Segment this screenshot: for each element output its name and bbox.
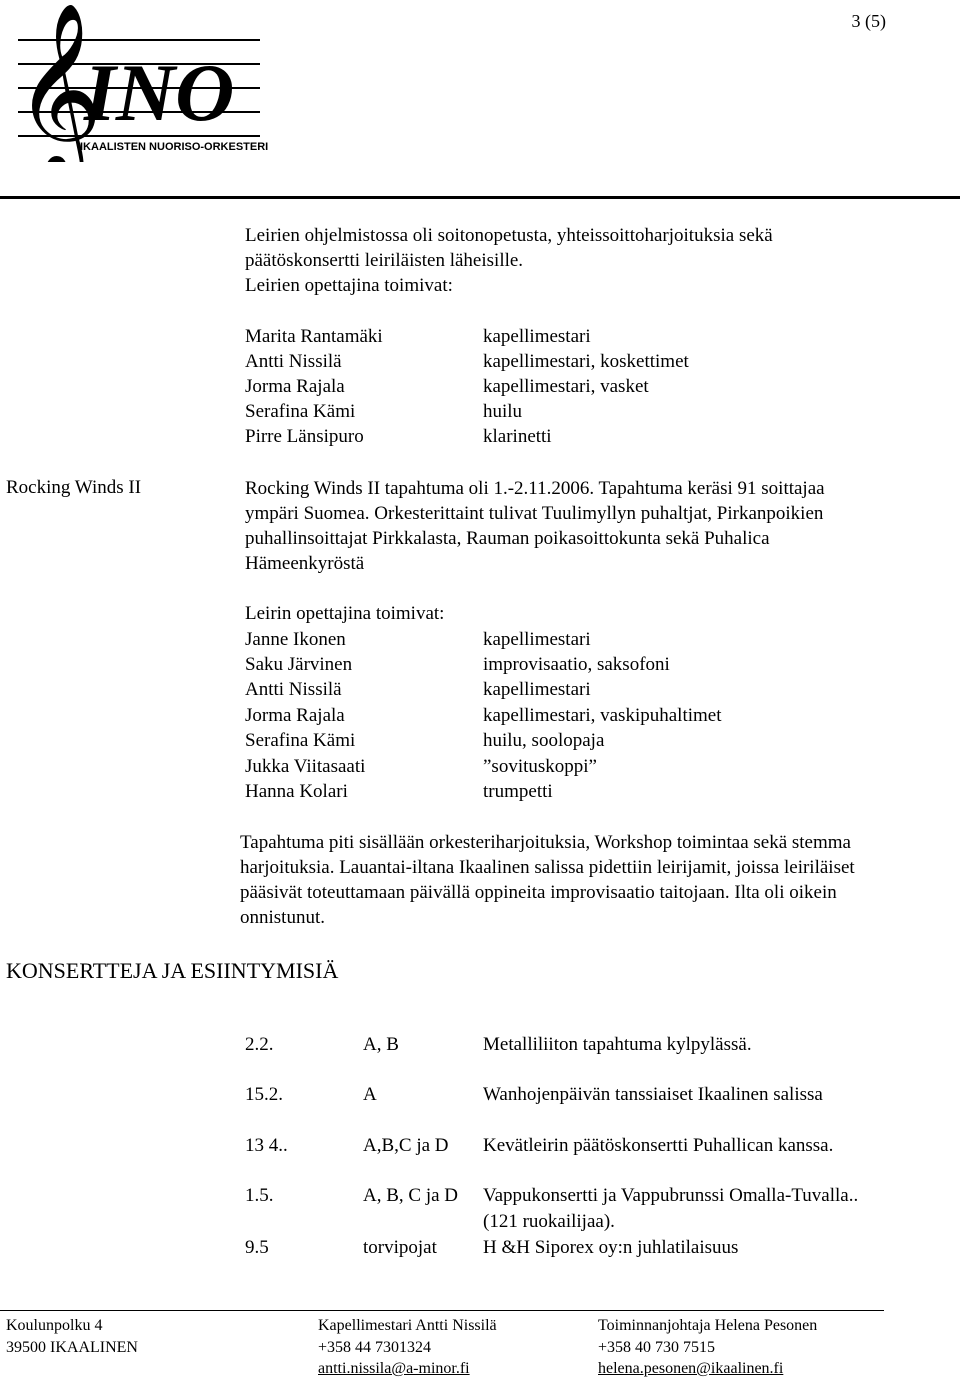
camp2-para-line: puhallinsoittajat Pirkkalasta, Rauman poikasoittokunta sekä Puhalica bbox=[245, 528, 770, 549]
footer-director-email-link[interactable]: helena.pesonen@ikaalinen.fi bbox=[598, 1360, 784, 1377]
concert-groups: A, B bbox=[363, 1034, 399, 1055]
concert-groups: A bbox=[363, 1084, 377, 1105]
teacher-role: kapellimestari, koskettimet bbox=[483, 351, 689, 372]
teacher-name: Pirre Länsipuro bbox=[245, 426, 364, 447]
treble-clef-staff-icon bbox=[8, 2, 270, 162]
teacher-role: kapellimestari bbox=[483, 326, 591, 347]
camp2-para-line: Rocking Winds II tapahtuma oli 1.-2.11.2006. Tapahtuma keräsi 91 soittajaa bbox=[245, 478, 825, 499]
footer-address-street: Koulunpolku 4 bbox=[6, 1317, 103, 1334]
teacher-name: Jorma Rajala bbox=[245, 376, 345, 397]
teacher-role: huilu, soolopaja bbox=[483, 730, 605, 751]
concert-date: 2.2. bbox=[245, 1034, 274, 1055]
teacher-role: trumpetti bbox=[483, 781, 553, 802]
concert-description-note: (121 ruokailijaa). bbox=[483, 1211, 615, 1232]
camp2-para-line: Hämeenkyröstä bbox=[245, 553, 365, 574]
concert-description: Kevätleirin päätöskonsertti Puhallican kanssa. bbox=[483, 1135, 834, 1156]
camp2-summary-line: Tapahtuma piti sisällään orkesteriharjoituksia, Workshop toimintaa sekä stemma bbox=[240, 832, 851, 853]
teacher-name: Serafina Kämi bbox=[245, 401, 356, 422]
footer-address-city: 39500 IKAALINEN bbox=[6, 1339, 138, 1356]
footer-contact-phone: +358 44 7301324 bbox=[318, 1339, 432, 1356]
camp1-para-line: Leirien ohjelmistossa oli soitonopetusta, yhteissoittoharjoituksia sekä bbox=[245, 225, 773, 246]
camp2-summary-line: onnistunut. bbox=[240, 907, 325, 928]
camp1-para-line: Leirien opettajina toimivat: bbox=[245, 275, 453, 296]
footer-divider bbox=[0, 1310, 884, 1311]
concert-groups: A,B,C ja D bbox=[363, 1135, 449, 1156]
footer-contact-email-link[interactable]: antti.nissila@a-minor.fi bbox=[318, 1360, 470, 1377]
teacher-name: Antti Nissilä bbox=[245, 679, 342, 700]
camp2-summary-line: pääsivät toteuttamaan päivällä oppineita improvisaatio taitojaan. Ilta oli oikein bbox=[240, 882, 837, 903]
header-divider bbox=[0, 196, 960, 199]
teacher-role: ”sovituskoppi” bbox=[483, 756, 597, 777]
concert-groups: A, B, C ja D bbox=[363, 1185, 458, 1206]
concert-date: 9.5 bbox=[245, 1237, 269, 1258]
concert-date: 13 4.. bbox=[245, 1135, 288, 1156]
teacher-name: Marita Rantamäki bbox=[245, 326, 383, 347]
teacher-role: kapellimestari bbox=[483, 629, 591, 650]
teacher-role: kapellimestari, vaskipuhaltimet bbox=[483, 705, 722, 726]
teacher-name: Hanna Kolari bbox=[245, 781, 348, 802]
teacher-role: klarinetti bbox=[483, 426, 552, 447]
concert-groups: torvipojat bbox=[363, 1237, 437, 1258]
concert-description: Wanhojenpäivän tanssiaiset Ikaalinen salissa bbox=[483, 1084, 823, 1105]
teacher-name: Janne Ikonen bbox=[245, 629, 346, 650]
teacher-name: Saku Järvinen bbox=[245, 654, 353, 675]
footer-contact-name: Kapellimestari Antti Nissilä bbox=[318, 1317, 497, 1334]
logo-title: INO bbox=[84, 47, 235, 138]
camp2-summary-line: harjoituksia. Lauantai-iltana Ikaalinen salissa pidettiin leirijamit, joissa leiriläiset bbox=[240, 857, 855, 878]
teacher-name: Jorma Rajala bbox=[245, 705, 345, 726]
teacher-role: kapellimestari, vasket bbox=[483, 376, 649, 397]
teacher-role: kapellimestari bbox=[483, 679, 591, 700]
teacher-role: improvisaatio, saksofoni bbox=[483, 654, 670, 675]
concert-date: 1.5. bbox=[245, 1185, 274, 1206]
footer-director-phone: +358 40 730 7515 bbox=[598, 1339, 716, 1356]
svg-text:𝄞: 𝄞 bbox=[14, 2, 103, 162]
concerts-heading: KONSERTTEJA JA ESIINTYMISIÄ bbox=[6, 958, 339, 983]
concert-description: Vappukonsertti ja Vappubrunssi Omalla-Tuvalla.. bbox=[483, 1185, 859, 1206]
ino-logo bbox=[8, 2, 270, 162]
footer-director-name: Toiminnanjohtaja Helena Pesonen bbox=[598, 1317, 818, 1334]
section-side-label: Rocking Winds II bbox=[6, 477, 142, 498]
teacher-name: Serafina Kämi bbox=[245, 730, 356, 751]
page-number: 3 (5) bbox=[851, 11, 886, 31]
camp2-para-line: ympäri Suomea. Orkesterittaint tulivat Tuulimyllyn puhaltjat, Pirkanpoikien bbox=[245, 503, 824, 524]
camp1-para-line: päätöskonsertti leiriläisten läheisille. bbox=[245, 250, 524, 271]
logo-subtitle: IKAALISTEN NUORISO-ORKESTERI bbox=[80, 141, 269, 153]
teacher-name: Antti Nissilä bbox=[245, 351, 342, 372]
teacher-name: Jukka Viitasaati bbox=[245, 756, 366, 777]
concert-date: 15.2. bbox=[245, 1084, 283, 1105]
concert-description: Metalliliiton tapahtuma kylpylässä. bbox=[483, 1034, 752, 1055]
concert-description: H &H Siporex oy:n juhlatilaisuus bbox=[483, 1237, 739, 1258]
teacher-role: huilu bbox=[483, 401, 523, 422]
camp2-teachers-heading: Leirin opettajina toimivat: bbox=[245, 603, 445, 624]
